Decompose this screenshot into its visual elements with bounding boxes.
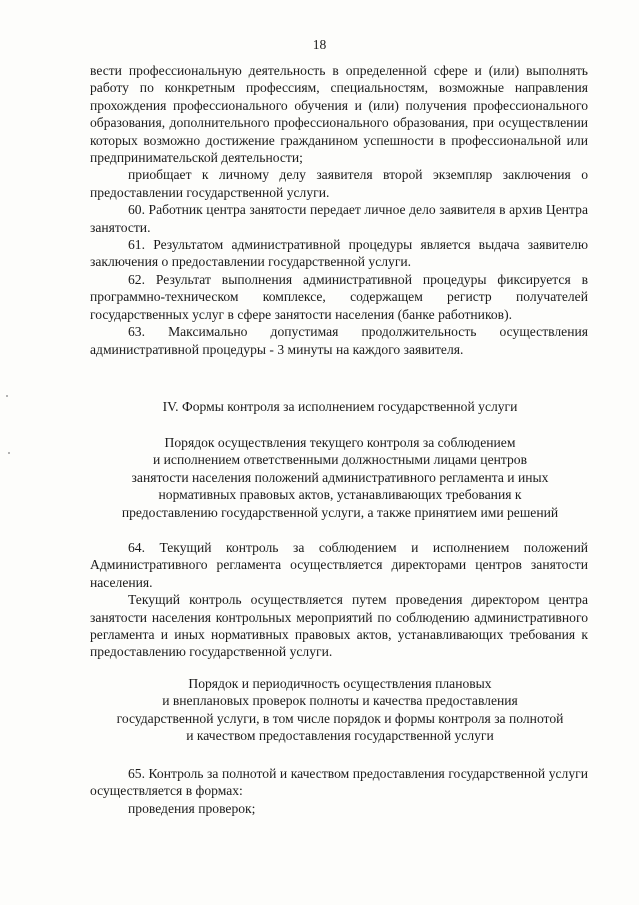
- subheading-line: предоставлению государственной услуги, а также принятием ими решений: [121, 504, 559, 520]
- page-number: 18: [312, 37, 327, 52]
- paragraph: 62. Результат выполнения административной процедуры фиксируется в программно-техническом комплексе, содержащем регистр получателей государственных услуг в сфере занятости населения (банке работников).: [90, 271, 588, 322]
- scan-speck: [6, 395, 8, 397]
- subheading-inspections: [80, 675, 600, 745]
- subheading-current-control: [80, 434, 600, 521]
- subheading-line: Порядок осуществления текущего контроля за соблюдением: [164, 435, 516, 450]
- scan-speck: [8, 452, 10, 454]
- text-block-3: [90, 765, 588, 817]
- subheading-line: и внеплановых проверок полноты и качества предоставления: [162, 693, 518, 709]
- paragraph: Текущий контроль осуществляется путем проведения директором центра занятости населения контрольных мероприятий по соблюдению административного регламента и иных нормативных правовых актов, устанавливающих требования к предоставлению государственной услуги.: [90, 592, 588, 660]
- paragraph: 64. Текущий контроль за соблюдением и исполнением положений Административного регламента осуществляется директорами центров занятости населения.: [90, 540, 588, 590]
- paragraph: вести профессиональную деятельность в определенной сфере и (или) выполнять работу по конкретным профессиям, специальностям, возможные направления прохождения профессионального обучения и (или) получения профессионального образования, дополнительного профессионального образования, при осуществлении которых возможно достижение гражданином успешности в профессиональной или предпринимательской деятельности;: [90, 63, 588, 166]
- paragraph: 60. Работник центра занятости передает личное дело заявителя в архив Центра занятости.: [90, 202, 588, 235]
- paragraph: приобщает к личному делу заявителя второй экземпляр заключения о предоставлении государственной услуги.: [90, 167, 588, 200]
- subheading-line: и качеством предоставления государственной услуги: [186, 728, 494, 744]
- subheading-line: Порядок и периодичность осуществления плановых: [188, 676, 492, 691]
- text-block-1: [90, 62, 588, 358]
- subheading-line: занятости населения положений административного регламента и иных: [131, 469, 549, 485]
- section-title: [80, 398, 600, 415]
- text-block-2: [90, 539, 588, 661]
- section-title-text: IV. Формы контроля за исполнением государственной услуги: [162, 399, 518, 414]
- paragraph: 63. Максимально допустимая продолжительность осуществления административной процедуры - 3 минуты на каждого заявителя.: [90, 324, 588, 357]
- paragraph: проведения проверок;: [128, 800, 256, 816]
- subheading-line: государственной услуги, в том числе порядок и формы контроля за полнотой: [116, 710, 564, 726]
- subheading-line: нормативных правовых актов, устанавливающих требования к: [158, 487, 522, 503]
- paragraph: 65. Контроль за полнотой и качеством предоставления государственной услуги осуществляется в формах:: [90, 766, 588, 799]
- subheading-line: и исполнением ответственными должностными лицами центров: [152, 452, 527, 468]
- paragraph: 61. Результатом административной процедуры является выдача заявителю заключения о предоставлении государственной услуги.: [90, 237, 588, 270]
